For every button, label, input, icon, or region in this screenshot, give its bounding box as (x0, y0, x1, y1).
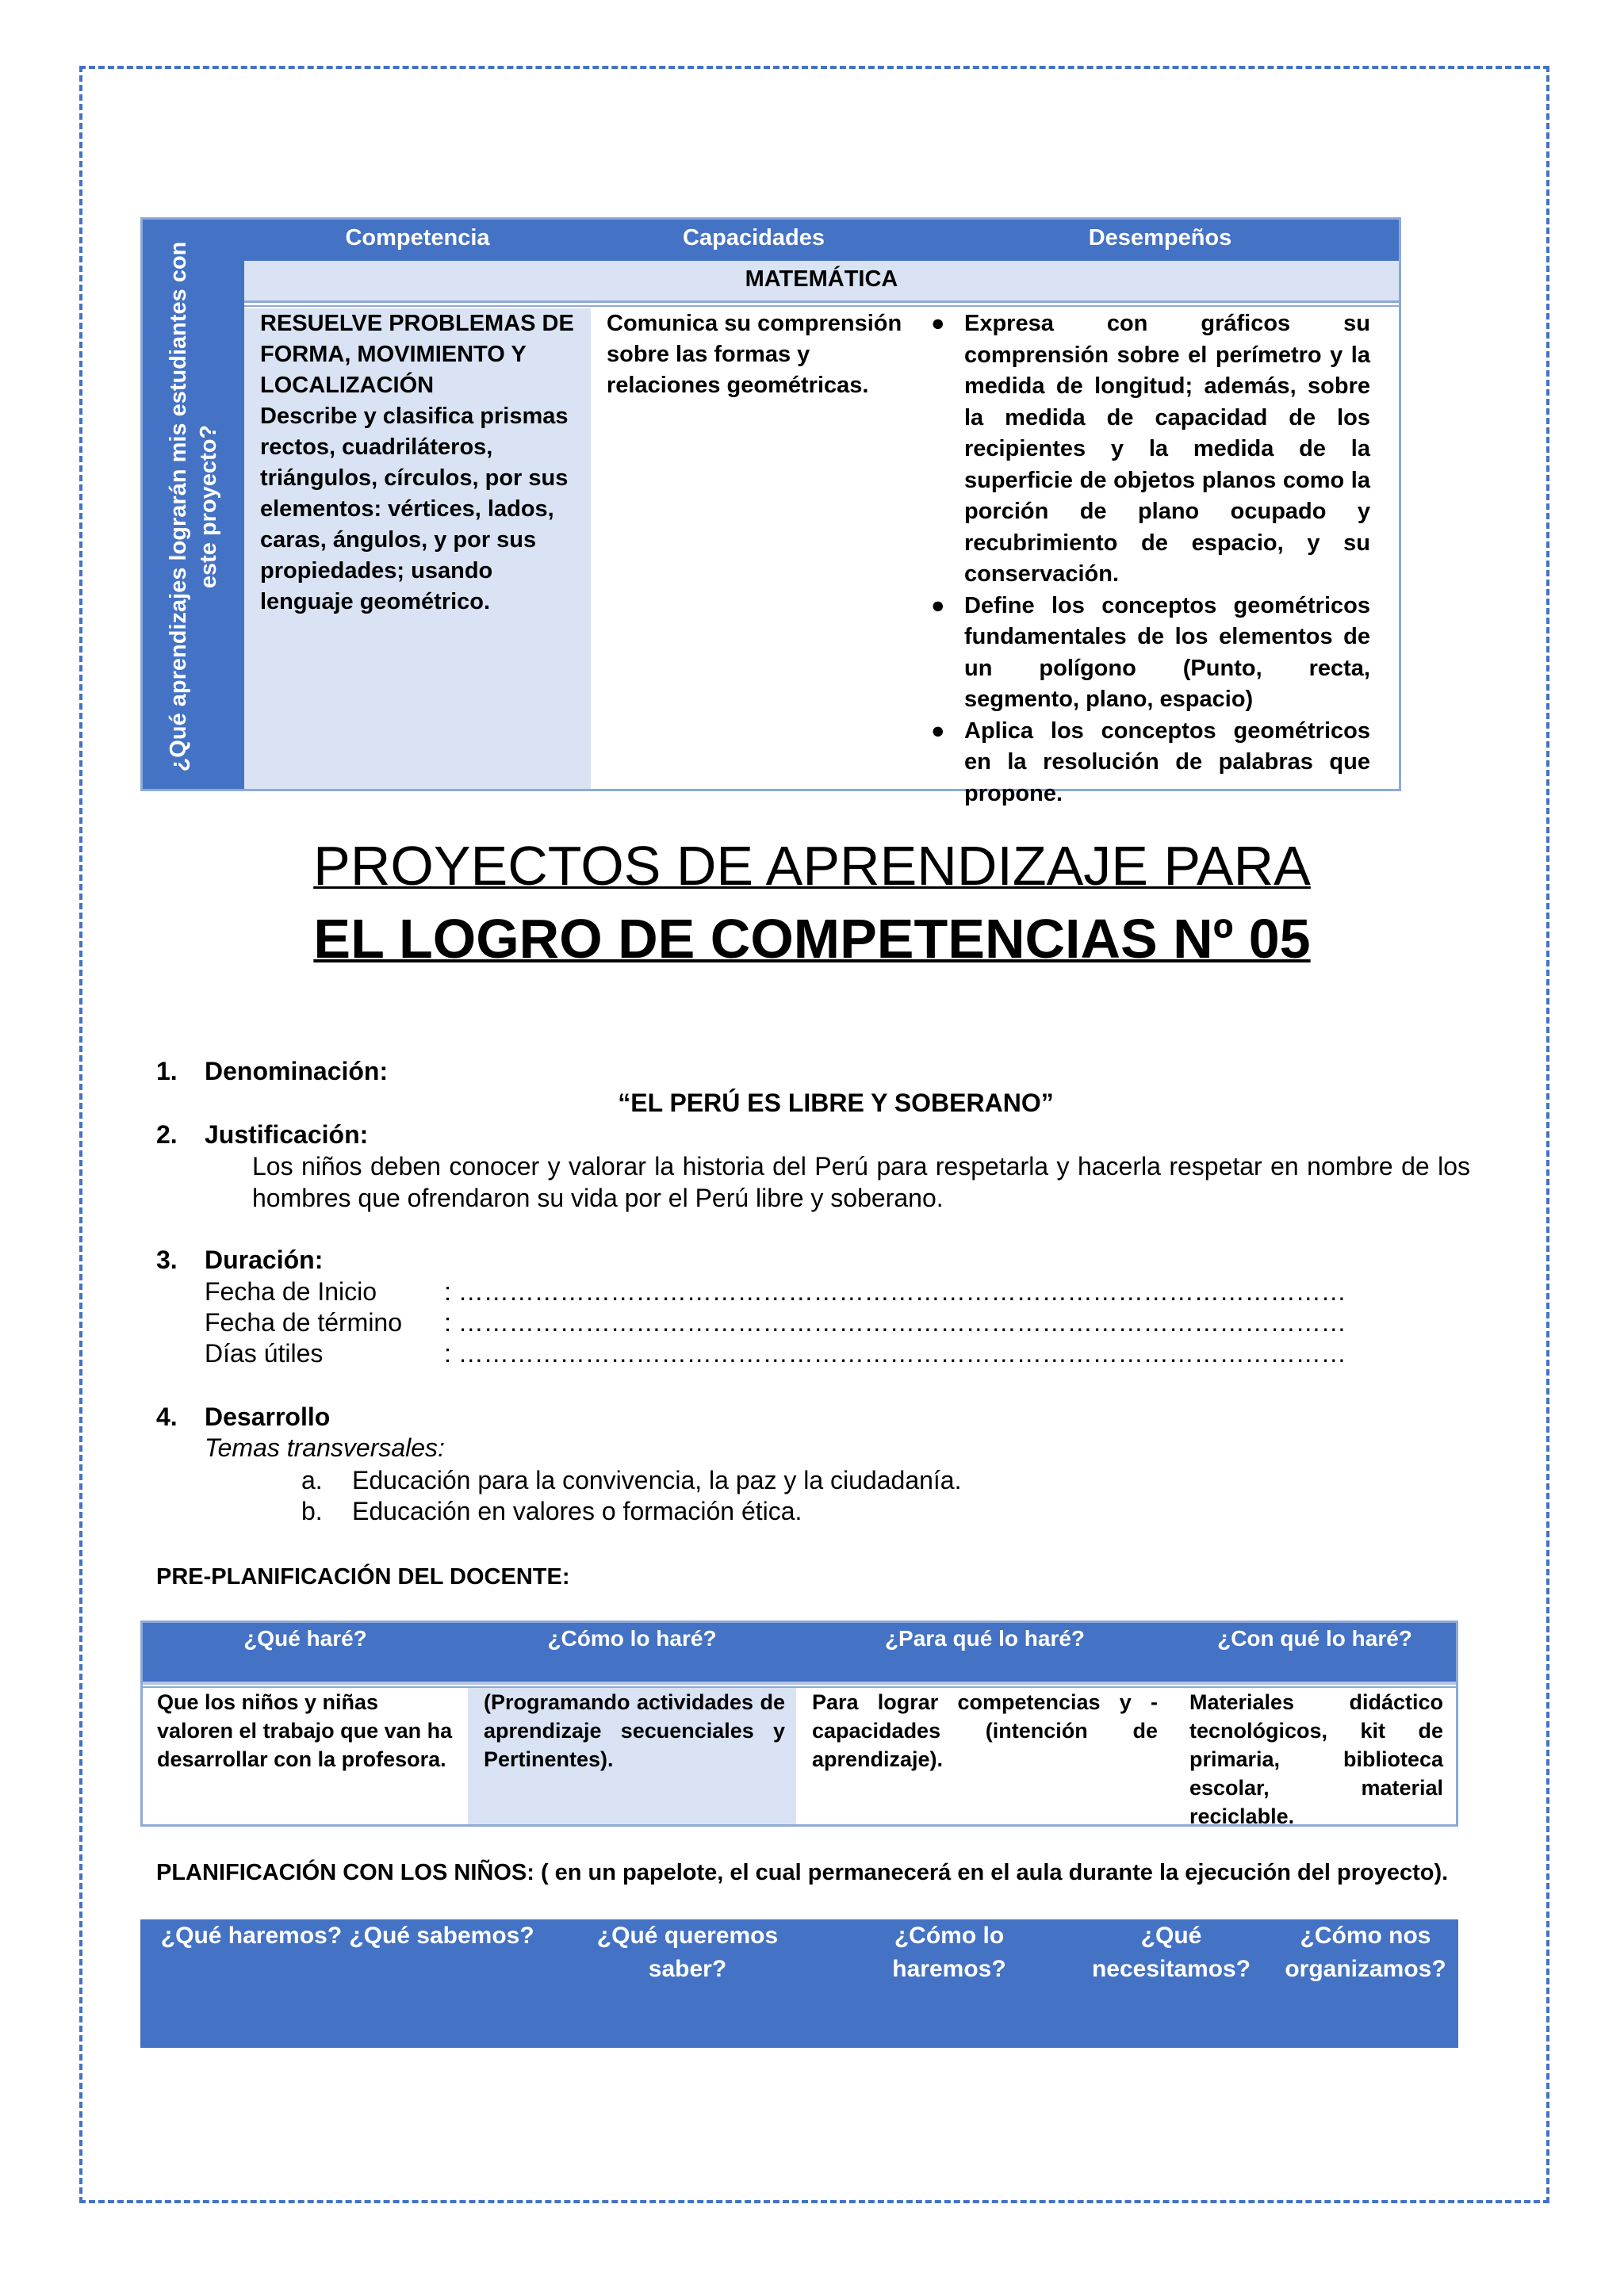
justification-text: Los niños deben conocer y valorar la historia del Perú para respetarla y hacerla respetar en nombre de los hombres que ofrendaron su vida por el Perú libre y soberano. (252, 1152, 1470, 1212)
preplan-header: ¿Con qué lo haré? (1217, 1626, 1412, 1651)
section-label-justificacion: Justificación: (205, 1120, 369, 1149)
preplan-cell-con-que: Materiales didáctico tecnológicos, kit de primaria, biblioteca escolar, material reciclable. (1189, 1690, 1443, 1828)
list-item (917, 716, 1399, 810)
kids-plan-header: ¿Cómo nos organizamos? (1285, 1923, 1446, 1982)
competencia-cell (244, 308, 591, 789)
kids-plan-header: ¿Qué queremos saber? (596, 1923, 779, 1982)
duration-label-dias: Días útiles (205, 1339, 324, 1368)
divider (244, 305, 1399, 307)
desempeno-text: Expresa con gráficos su comprensión sobre el perímetro y la medida de longitud; además, sobre la medida de capacidad de los recipientes y la medida de la superficie de objetos planos como la porción de plano ocupado y recubrimiento de espacio, y su conservación. (964, 311, 1370, 587)
competency-side-column (143, 220, 244, 789)
transversal-topic: Educación para la convivencia, la paz y la ciudadanía. (352, 1466, 962, 1494)
duration-label-inicio: Fecha de Inicio (205, 1277, 377, 1306)
transversal-topics-label: Temas transversales: (205, 1433, 445, 1462)
section-label-duracion: Duración: (205, 1246, 324, 1274)
list-item (917, 308, 1399, 591)
preplan-cell-para-que: Para lograr competencias y - capacidades (intención de aprendizaje). (812, 1690, 1158, 1771)
duration-value-inicio: : …………………………………………………………………………………………… (444, 1277, 1346, 1306)
kids-plan-header: ¿Qué sabemos? (349, 1923, 534, 1949)
project-name: “EL PERÚ ES LIBRE Y SOBERANO” (618, 1089, 1054, 1117)
preplan-cell-como: (Programando actividades de aprendizaje secuenciales y Pertinentes). (468, 1688, 796, 1824)
list-item (917, 591, 1399, 716)
kids-plan-title: PLANIFICACIÓN CON LOS NIÑOS: ( en un papelote, el cual permanecerá en el aula durante la ejecución del proyecto). (156, 1860, 1449, 1885)
header-competencia: Competencia (345, 225, 490, 251)
duration-value-termino: : …………………………………………………………………………………………… (444, 1308, 1346, 1337)
competency-table (140, 217, 1401, 806)
section-label-desarrollo: Desarrollo (205, 1402, 331, 1431)
desempeno-text: Define los conceptos geométricos fundamentales de los elementos de un polígono (Punto, recta, segmento, plano, espacio) (964, 592, 1370, 712)
section-label-denominacion: Denominación: (205, 1057, 389, 1085)
competency-header-row (244, 220, 1399, 261)
section-number: 4. (156, 1402, 178, 1431)
subject-row: MATEMÁTICA (244, 261, 1399, 303)
desempenos-list (917, 308, 1399, 809)
page-title-line2: EL LOGRO DE COMPETENCIAS Nº 05 (313, 908, 1311, 970)
transversal-topic: Educación en valores o formación ética. (352, 1497, 802, 1525)
desempenos-cell (917, 308, 1399, 806)
duration-value-dias: : …………………………………………………………………………………………… (444, 1339, 1346, 1368)
kids-plan-header: ¿Qué necesitamos? (1091, 1923, 1251, 1982)
preplan-header: ¿Cómo lo haré? (547, 1626, 717, 1651)
preplan-cell-que: Que los niños y niñas valoren el trabajo que van ha desarrollar con la profesora. (157, 1690, 453, 1771)
page-title-line1: PROYECTOS DE APRENDIZAJE PARA (313, 835, 1311, 897)
header-capacidades: Capacidades (683, 225, 825, 251)
kids-plan-header: ¿Qué haremos? (160, 1923, 343, 1949)
competencia-description: Describe y clasifica prismas rectos, cuadriláteros, triángulos, círculos, por sus elementos: vértices, lados, caras, ángulos, y por sus propiedades; usando lenguaje geométrico. (260, 404, 569, 614)
kids-plan-table (140, 1919, 1458, 2048)
section-number: 2. (156, 1120, 178, 1149)
header-desempenos: Desempeños (1088, 225, 1232, 251)
bullet-icon: ● (931, 311, 945, 336)
bullet-icon: ● (931, 592, 945, 618)
preplan-header-row (143, 1623, 1456, 1682)
section-number: 3. (156, 1246, 178, 1274)
bullet-icon: ● (931, 718, 945, 744)
list-letter: b. (301, 1497, 323, 1525)
side-question: ¿Qué aprendizajes lograrán mis estudiantes con este proyecto? (166, 241, 221, 772)
kids-plan-header: ¿Cómo lo haremos? (892, 1923, 1006, 1982)
divider (143, 1682, 1456, 1685)
section-number: 1. (156, 1057, 178, 1085)
preplan-header: ¿Para qué lo haré? (884, 1626, 1086, 1651)
list-letter: a. (301, 1466, 323, 1494)
duration-label-termino: Fecha de término (205, 1308, 403, 1337)
preplan-header: ¿Qué haré? (243, 1626, 367, 1651)
preplan-title: PRE-PLANIFICACIÓN DEL DOCENTE: (156, 1564, 570, 1590)
capacidades-cell (591, 308, 917, 789)
capacidades-text: Comunica su comprensión sobre las formas y relaciones geométricas. (607, 311, 902, 398)
desempeno-text: Aplica los conceptos geométricos en la resolución de palabras que propone. (964, 718, 1370, 806)
competencia-title: RESUELVE PROBLEMAS DE FORMA, MOVIMIENTO Y LOCALIZACIÓN (260, 311, 574, 398)
preplan-table (140, 1621, 1458, 1827)
